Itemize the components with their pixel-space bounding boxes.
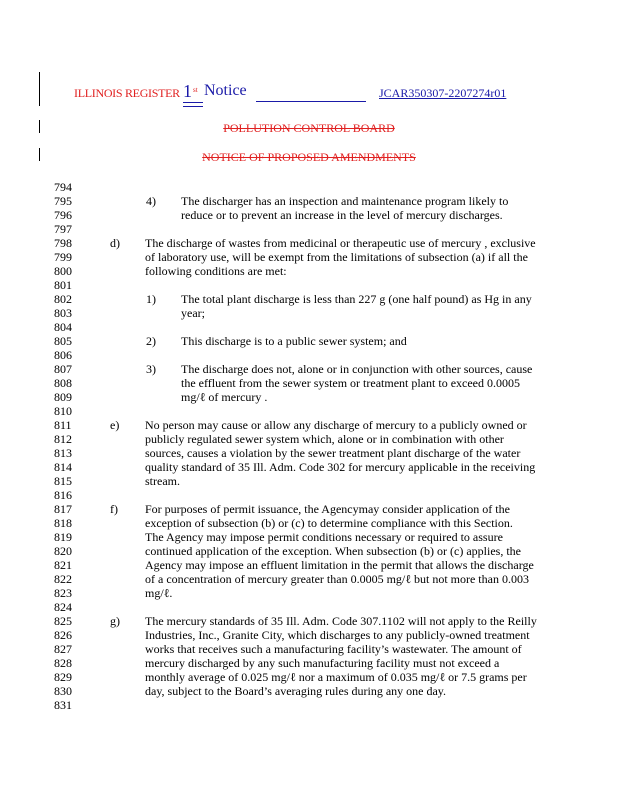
line-number: 797 (54, 222, 72, 236)
line-number: 829 (54, 670, 72, 684)
text-line: day, subject to the Board’s averaging rules during any one day. (145, 684, 447, 698)
line-number: 798 (54, 236, 72, 250)
line-number: 807 (54, 362, 72, 376)
text-line: sources, causes a violation by the sewer treatment plant discharge of the water (145, 446, 521, 460)
item-label: f) (110, 502, 118, 516)
line-number: 800 (54, 264, 72, 278)
text-line: The total plant discharge is less than 227 g (one half pound) as Hg in any (181, 292, 532, 306)
line-number: 817 (54, 502, 72, 516)
text-line: publicly regulated sewer system which, alone or in combination with other (145, 432, 504, 446)
item-label: 1) (146, 292, 156, 306)
text-line: exception of subsection (b) or (c) to determine compliance with this Section. (145, 516, 513, 530)
text-line: of a concentration of mercury greater than 0.0005 mg/ℓ but not more than 0.003 (145, 572, 529, 586)
line-number: 822 (54, 572, 72, 586)
line-number: 808 (54, 376, 72, 390)
line-number: 821 (54, 558, 72, 572)
item-label: 2) (146, 334, 156, 348)
text-line: The discharge of wastes from medicinal or therapeutic use of mercury , exclusive (145, 236, 536, 250)
line-number: 796 (54, 208, 72, 222)
text-line: This discharge is to a public sewer system; and (181, 334, 407, 348)
item-label: g) (110, 614, 120, 628)
line-number: 828 (54, 656, 72, 670)
line-number: 827 (54, 642, 72, 656)
line-number: 811 (54, 418, 72, 432)
line-number: 795 (54, 194, 72, 208)
blank-field-line (256, 101, 366, 102)
text-line: mercury discharged by any such manufacturing facility must not exceed a (145, 656, 500, 670)
agency-name: POLLUTION CONTROL BOARD (223, 121, 395, 135)
text-line: monthly average of 0.025 mg/ℓ nor a maximum of 0.035 mg/ℓ or 7.5 grams per (145, 670, 527, 684)
text-line: mg/ℓ of mercury . (181, 390, 268, 404)
line-number: 804 (54, 320, 72, 334)
line-number: 825 (54, 614, 72, 628)
line-number: 806 (54, 348, 72, 362)
line-number: 830 (54, 684, 72, 698)
text-line: quality standard of 35 Ill. Adm. Code 302 for mercury applicable in the receiving (145, 460, 536, 474)
revision-bar (39, 72, 40, 106)
page-number: 1 (183, 81, 192, 101)
page-number-suffix: st (193, 86, 198, 94)
text-line: reduce or to prevent an increase in the level of mercury discharges. (181, 208, 503, 222)
line-number: 802 (54, 292, 72, 306)
line-number: 813 (54, 446, 72, 460)
line-number: 819 (54, 530, 72, 544)
text-line: mg/ℓ. (145, 586, 173, 600)
text-line: stream. (145, 474, 180, 488)
text-line: The discharge does not, alone or in conjunction with other sources, cause (181, 362, 533, 376)
line-number: 810 (54, 404, 72, 418)
text-line: Agency may impose an effluent limitation in the permit that allows the discharge (145, 558, 534, 572)
line-number: 820 (54, 544, 72, 558)
jcar-code: JCAR350307-2207274r01 (379, 86, 507, 100)
item-label: d) (110, 236, 120, 250)
line-number: 816 (54, 488, 72, 502)
line-number: 818 (54, 516, 72, 530)
line-number: 809 (54, 390, 72, 404)
line-number: 815 (54, 474, 72, 488)
line-number: 814 (54, 460, 72, 474)
line-number: 831 (54, 698, 72, 712)
line-number: 794 (54, 180, 72, 194)
register-title: ILLINOIS REGISTER (74, 86, 180, 100)
text-line: Industries, Inc., Granite City, which discharges to any publicly-owned treatment (145, 628, 530, 642)
item-label: 4) (146, 194, 156, 208)
line-number: 823 (54, 586, 72, 600)
item-label: e) (110, 418, 120, 432)
notice-label: Notice (204, 82, 247, 99)
text-line: The Agency may impose permit conditions necessary or required to assure (145, 530, 503, 544)
text-line: of laboratory use, will be exempt from the limitations of subsection (a) if all the (145, 250, 528, 264)
text-line: continued application of the exception. When subsection (b) or (c) applies, the (145, 544, 521, 558)
text-line: the effluent from the sewer system or treatment plant to exceed 0.0005 (181, 376, 520, 390)
line-number: 805 (54, 334, 72, 348)
line-number: 812 (54, 432, 72, 446)
underline (183, 106, 203, 107)
line-number: 803 (54, 306, 72, 320)
text-line: works that receives such a manufacturing facility’s wastewater. The amount of (145, 642, 522, 656)
text-line: The mercury standards of 35 Ill. Adm. Code 307.1102 will not apply to the Reilly (145, 614, 537, 628)
line-number: 799 (54, 250, 72, 264)
line-number: 826 (54, 628, 72, 642)
text-line: year; (181, 306, 205, 320)
text-line: The discharger has an inspection and maintenance program likely to (181, 194, 509, 208)
underline (183, 102, 203, 103)
item-label: 3) (146, 362, 156, 376)
line-number: 824 (54, 600, 72, 614)
notice-type: NOTICE OF PROPOSED AMENDMENTS (202, 150, 416, 164)
text-line: following conditions are met: (145, 264, 287, 278)
text-line: For purposes of permit issuance, the Agencymay consider application of the (145, 502, 510, 516)
line-number: 801 (54, 278, 72, 292)
text-line: No person may cause or allow any discharge of mercury to a publicly owned or (145, 418, 527, 432)
